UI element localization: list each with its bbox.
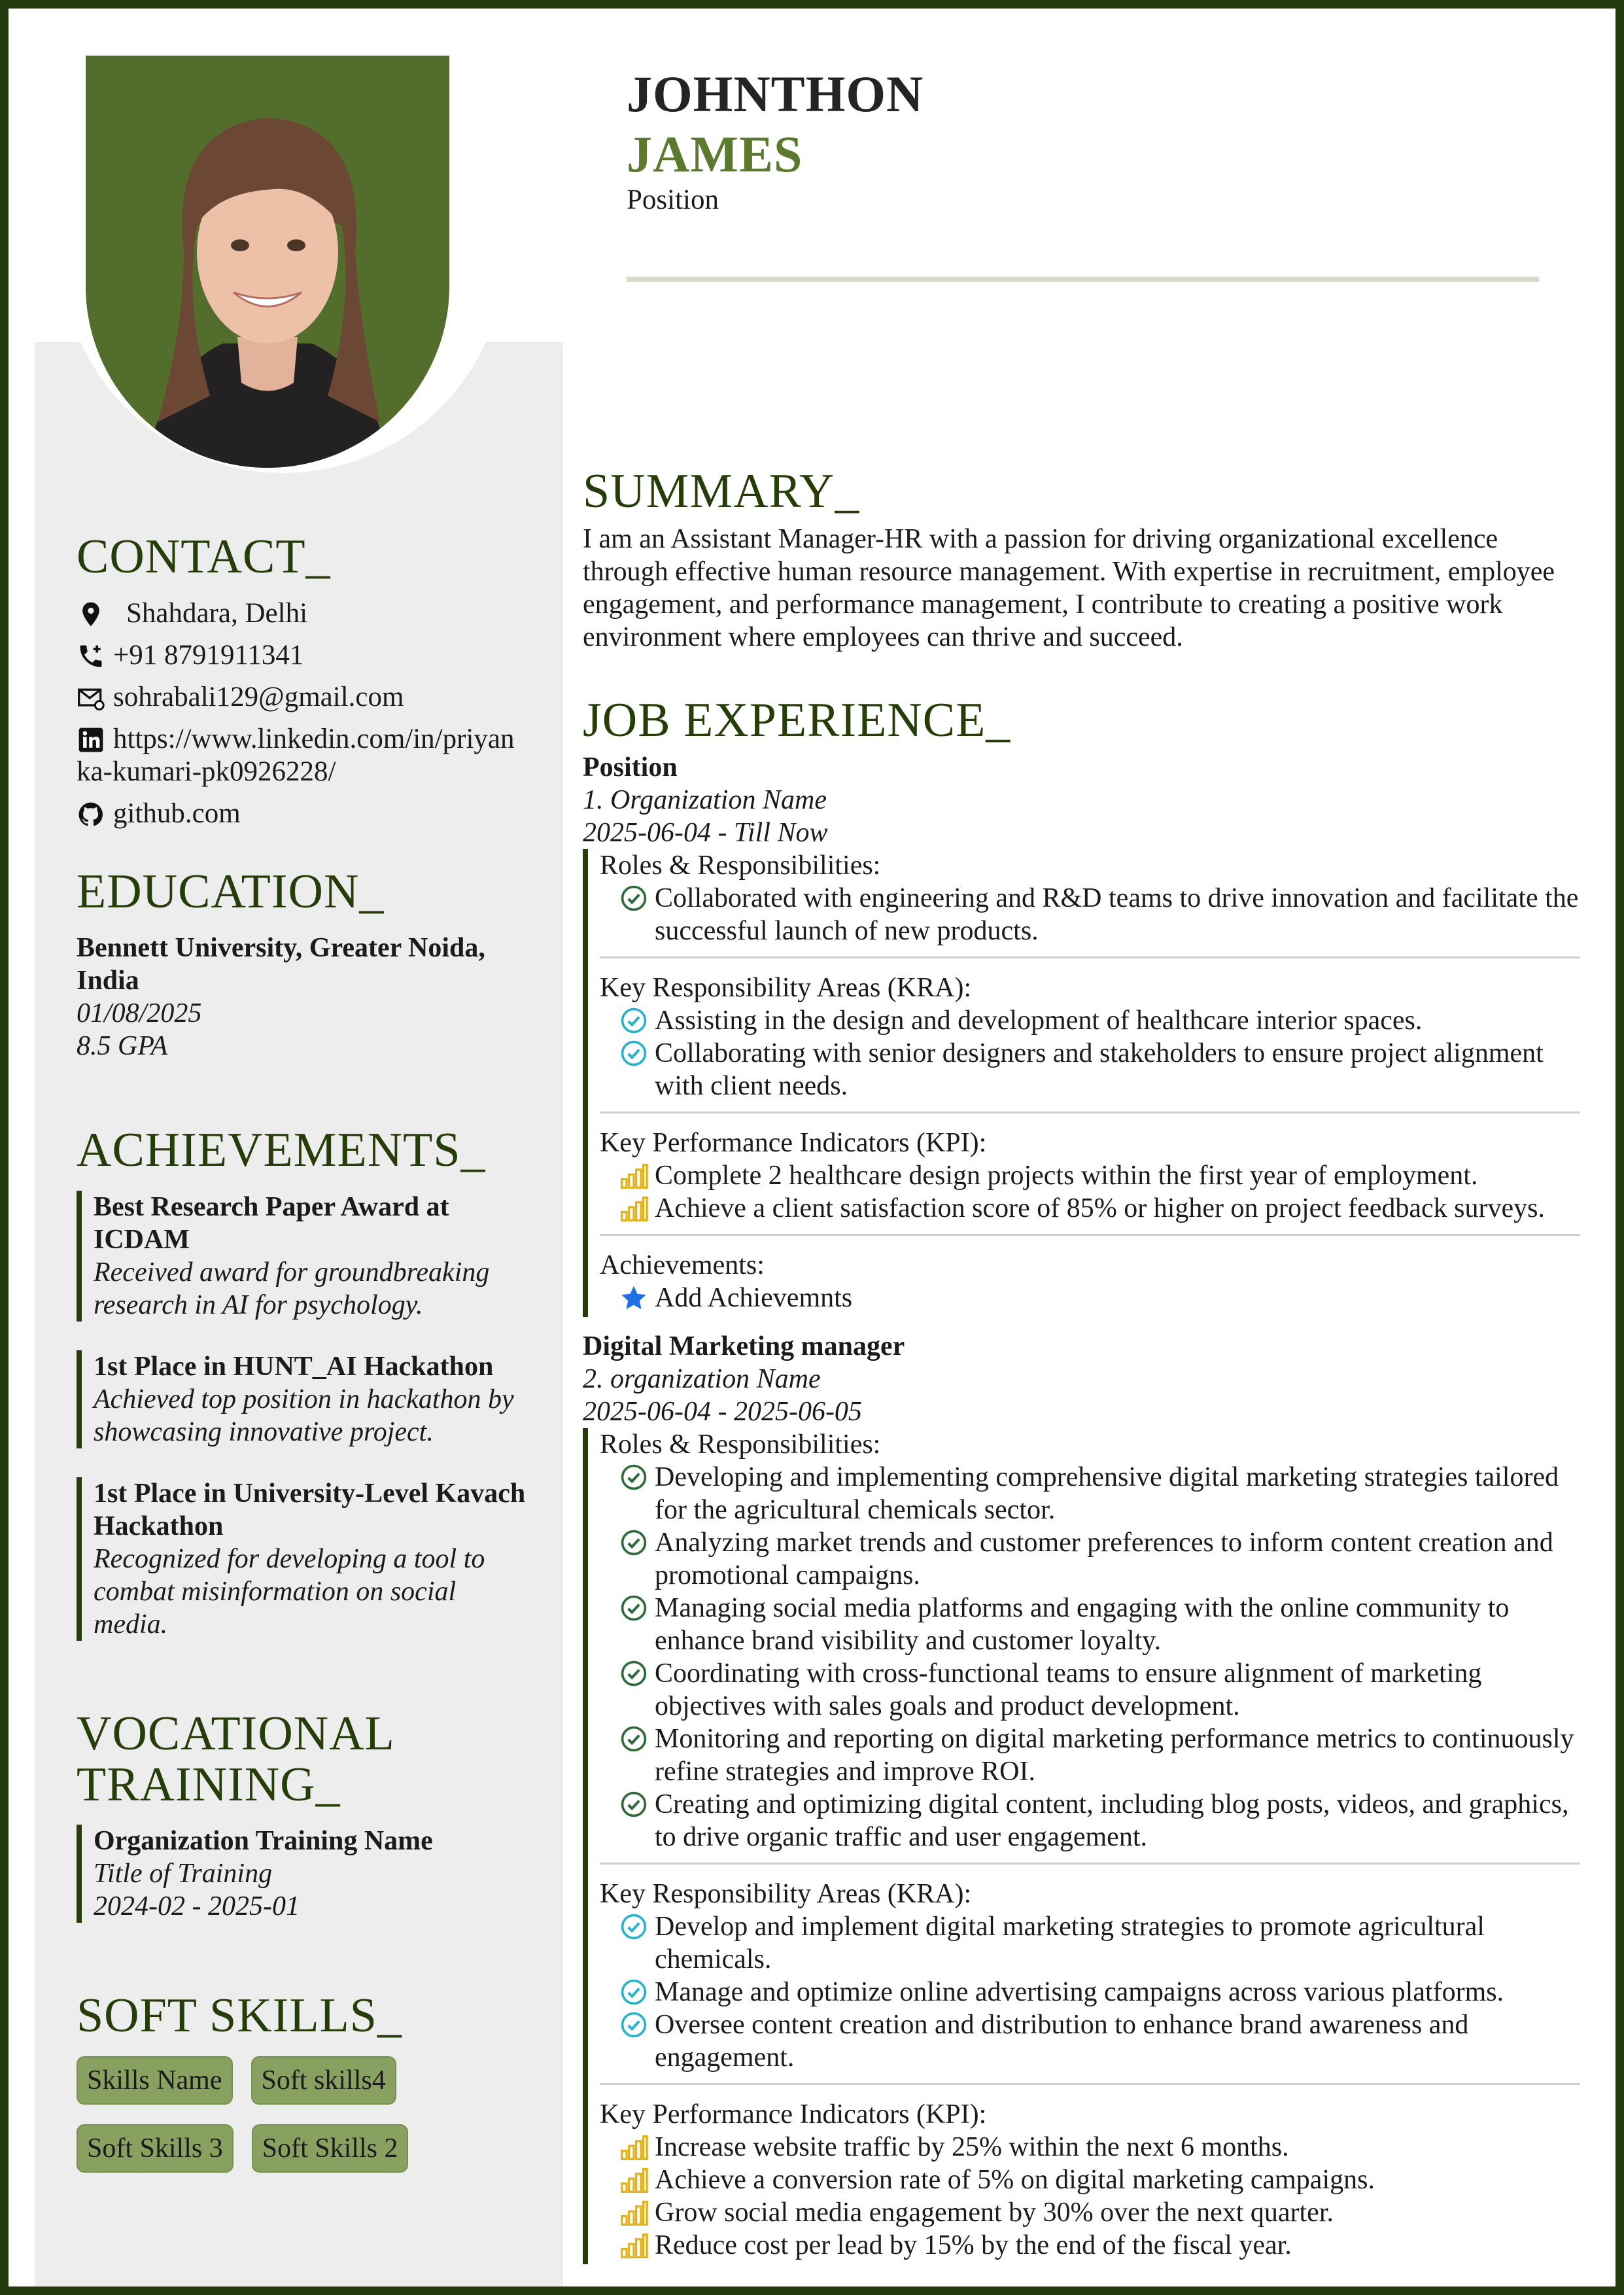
bar-chart-icon [619,2231,648,2260]
kra-group [600,972,1580,1113]
contact-linkedin [77,723,528,788]
job-position: Digital Marketing manager [583,1331,905,1362]
list-item [600,1910,1580,1976]
header-divider [627,277,1539,282]
list-item-text: Developing and implementing comprehensive digital marketing strategies tailored for the agricultural chemicals sector. [655,1462,1559,1526]
summary-title: SUMMARY_ [583,464,860,518]
check-circle-outline-icon [619,1978,648,2006]
linkedin-icon [77,726,105,754]
check-circle-outline-icon [619,1912,648,1941]
achievement-title: 1st Place in University-Level Kavach Hackathon [94,1479,526,1542]
roles-label: Roles & Responsibilities: [600,1429,881,1460]
soft-skills-section [77,1991,528,2173]
job-dates: 2025-06-04 - 2025-06-05 [583,1397,862,1428]
kpi-group [600,1127,1580,1236]
contact-title: CONTACT_ [77,530,331,584]
achievement-desc: Received award for groundbreaking research in AI for psychology. [94,1257,490,1321]
check-circle-icon [619,1528,648,1557]
soft-skills-list [77,2056,495,2173]
list-item [600,1004,1580,1037]
job-details [583,849,1580,1317]
skill-chip: Soft skills4 [251,2056,396,2105]
list-item [600,2196,1580,2229]
job-list [583,751,1580,2264]
vocational-title: VOCATIONAL TRAINING_ [77,1707,394,1812]
achievement-desc: Achieved top position in hackathon by showcasing innovative project. [94,1384,514,1448]
list-item [600,1592,1580,1657]
contact-email [77,681,528,714]
achievement-item [77,1477,528,1641]
achievement-title: Best Research Paper Award at ICDAM [94,1192,449,1255]
education-date: 01/08/2025 [77,998,202,1029]
skill-chip: Skills Name [77,2056,233,2105]
check-circle-outline-icon [619,1006,648,1035]
kra-label: Key Responsibility Areas (KRA): [600,973,972,1004]
bar-chart-icon [619,1194,648,1223]
location-text: Shahdara, Delhi [126,597,308,629]
list-item-text: Increase website traffic by 25% within the next 6 months. [655,2132,1289,2163]
kpi-group [600,2098,1580,2264]
list-item-text: Collaborated with engineering and R&D teams to drive innovation and facilitate the successful launch of new products. [655,883,1579,947]
contact-phone [77,639,528,672]
github-icon [77,800,105,829]
list-item-text: Achieve a client satisfaction score of 85% or higher on project feedback surveys. [655,1193,1545,1224]
experience-title: JOB EXPERIENCE_ [583,693,1011,747]
profile-photo [86,56,449,468]
list-item-text: Add Achievemnts [655,1283,853,1314]
github-text[interactable]: github.com [113,797,241,829]
kra-group [600,1878,1580,2085]
list-item-text: Develop and implement digital marketing strategies to promote agricultural chemicals. [655,1912,1485,1975]
email-icon [77,684,105,712]
education-section [77,864,528,1063]
list-item-text: Oversee content creation and distribution to enhance brand awareness and engagement. [655,2010,1469,2073]
roles-label: Roles & Responsibilities: [600,850,881,881]
list-item [600,1037,1580,1102]
soft-skills-title: SOFT SKILLS_ [77,1989,402,2043]
portrait-image [86,56,449,468]
ach-group [600,1249,1580,1317]
list-item [600,1788,1580,1853]
job-position: Position [583,752,678,783]
summary-text: I am an Assistant Manager-HR with a passion for driving organizational excellence through effective human resource management. With expertise in recruitment, employee engagement, and performance management, I contribute to creating a positive work environment where employees can thrive and succeed. [583,523,1555,652]
list-item-text: Managing social media platforms and engaging with the online community to enhance brand visibility and customer loyalty. [655,1593,1510,1656]
list-item-text: Creating and optimizing digital content, including blog posts, videos, and graphics, to drive organic traffic and user engagement. [655,1789,1569,1853]
achievement-item [77,1191,528,1322]
job-organization: 2. organization Name [583,1364,821,1395]
list-item [600,1159,1580,1192]
list-item-text: Achieve a conversion rate of 5% on digital marketing campaigns. [655,2165,1375,2196]
achievements-title: ACHIEVEMENTS_ [77,1123,486,1178]
job-organization: 1. Organization Name [583,785,827,816]
list-item-text: Complete 2 healthcare design projects within the first year of employment. [655,1161,1478,1191]
list-item [600,2131,1580,2164]
list-item-text: Manage and optimize online advertising campaigns across various platforms. [655,1977,1504,2008]
achievement-item [77,1350,528,1448]
list-item-text: Coordinating with cross-functional teams to ensure alignment of marketing objectives with sales goals and product development. [655,1658,1482,1722]
education-school: Bennett University, Greater Noida, India [77,933,485,996]
check-circle-icon [619,1463,648,1492]
education-gpa: 8.5 GPA [77,1031,168,1062]
vocational-item [77,1825,528,1923]
job-dates: 2025-06-04 - Till Now [583,818,828,849]
header-position: Position [627,184,719,215]
email-text[interactable]: sohrabali129@gmail.com [113,681,404,712]
sidebar-content [77,532,528,2173]
list-item-text: Monitoring and reporting on digital marketing performance metrics to continuously refine strategies and improve ROI. [655,1724,1574,1787]
vocational-section [77,1709,528,1923]
skill-chip: Soft Skills 3 [77,2124,233,2173]
kra-label: Key Responsibility Areas (KRA): [600,1879,972,1910]
list-item [600,2008,1580,2074]
list-item [600,1657,1580,1723]
list-item [600,1976,1580,2008]
list-item-text: Reduce cost per lead by 15% by the end of the fiscal year. [655,2230,1292,2261]
achievements-section [77,1125,528,1641]
list-item [600,1461,1580,1526]
contact-github [77,797,528,830]
check-circle-icon [619,1594,648,1622]
phone-icon [77,642,105,671]
linkedin-text[interactable]: https://www.linkedin.com/in/priyanka-kumari-pk0926228/ [77,723,515,787]
list-item-text: Assisting in the design and development of healthcare interior spaces. [655,1006,1423,1036]
phone-text[interactable]: +91 8791911341 [113,639,304,671]
list-item [600,882,1580,947]
check-circle-icon [619,884,648,913]
ach-label: Achievements: [600,1250,765,1281]
check-circle-outline-icon [619,2010,648,2039]
achievement-title: 1st Place in HUNT_AI Hackathon [94,1352,494,1382]
check-circle-icon [619,1790,648,1819]
vocational-org: Organization Training Name [94,1826,433,1857]
contact-section [77,532,528,830]
bar-chart-icon [619,1161,648,1190]
list-item [600,2164,1580,2196]
vocational-dates: 2024-02 - 2025-01 [94,1891,300,1922]
list-item-text: Grow social media engagement by 30% over the next quarter. [655,2198,1334,2228]
list-item-text: Collaborating with senior designers and stakeholders to ensure project alignment with client needs. [655,1038,1544,1102]
star-icon [619,1284,648,1312]
skill-chip: Soft Skills 2 [252,2124,409,2173]
contact-location [77,597,528,630]
main-content [583,466,1580,2277]
roles-group [600,849,1580,958]
education-title: EDUCATION_ [77,864,385,919]
bar-chart-icon [619,2133,648,2162]
kpi-label: Key Performance Indicators (KPI): [600,2099,987,2130]
location-pin-icon [77,600,105,629]
check-circle-outline-icon [619,1039,648,1068]
last-name: JAMES [627,126,803,183]
check-circle-icon [619,1725,648,1753]
vocational-training: Title of Training [94,1859,273,1889]
list-item [600,1282,1580,1314]
list-item-text: Analyzing market trends and customer preferences to inform content creation and promotional campaigns. [655,1528,1553,1591]
kpi-label: Key Performance Indicators (KPI): [600,1128,987,1159]
bar-chart-icon [619,2198,648,2227]
achievement-desc: Recognized for developing a tool to combat misinformation on social media. [94,1544,485,1640]
first-name: JOHNTHON [627,65,924,122]
roles-group [600,1428,1580,1865]
check-circle-icon [619,1659,648,1688]
bar-chart-icon [619,2165,648,2194]
list-item [600,1526,1580,1592]
list-item [600,2229,1580,2262]
job-details [583,1428,1580,2264]
list-item [600,1192,1580,1225]
list-item [600,1723,1580,1788]
